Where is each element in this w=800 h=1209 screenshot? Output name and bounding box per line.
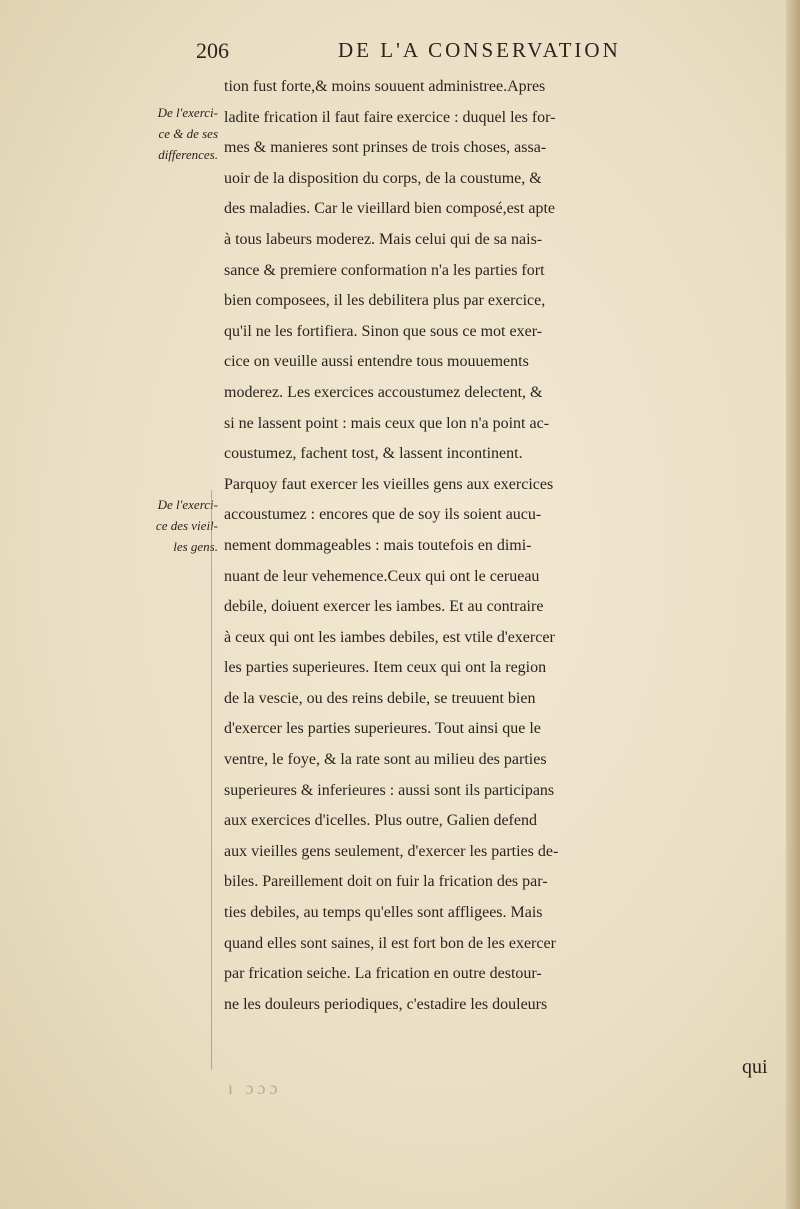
text-line: moderez. Les exercices accoustumez delectent, & <box>224 383 543 401</box>
text-line: coustumez, fachent tost, & lassent incontinent. <box>224 445 523 463</box>
text-line: bien composees, il les debilitera plus par exercice, <box>224 292 546 310</box>
text-line: nuant de leur vehemence.Ceux qui ont le cerueau <box>224 567 540 585</box>
text-line: si ne lassent point : mais ceux que lon n'a point ac- <box>224 414 550 432</box>
text-line: ties debiles, au temps qu'elles sont affligees. Mais <box>224 904 543 922</box>
text-line: biles. Pareillement doit on fuir la frication des par- <box>224 873 548 891</box>
margin-note-line: differences. <box>158 147 218 162</box>
margin-note-line: De l'exerci- <box>157 497 218 512</box>
margin-note-exercise <box>100 102 218 165</box>
margin-note-old-people <box>100 494 218 557</box>
margin-note-line: De l'exerci- <box>157 105 218 120</box>
running-head: DE L'A CONSERVATION <box>338 38 621 62</box>
text-line: superieures & inferieures : aussi sont ils participans <box>224 781 555 799</box>
text-line: nement dommageables : mais toutefois en dimi- <box>224 536 532 554</box>
text-line: ne les douleurs periodiques, c'estadire les douleurs <box>224 995 548 1013</box>
text-line: des maladies. Car le vieillard bien composé,est apte <box>224 200 555 218</box>
margin-note-line: ce & de ses <box>158 126 218 141</box>
folio-number: 206 <box>196 38 229 63</box>
text-line: à tous labeurs moderez. Mais celui qui de sa nais- <box>224 230 543 248</box>
text-line: par frication seiche. La frication en outre destour- <box>224 965 542 983</box>
text-line: Parquoy faut exercer les vieilles gens aux exercices <box>224 475 554 493</box>
text-line: qu'il ne les fortifiera. Sinon que sous ce mot exer- <box>224 322 543 340</box>
text-line: mes & manieres sont prinses de trois choses, assa- <box>224 139 547 157</box>
text-line: aux vieilles gens seulement, d'exercer les parties de- <box>224 842 559 860</box>
text-line: quand elles sont saines, il est fort bon de les exercer <box>224 934 556 952</box>
text-line: tion fust forte,& moins souuent administree.Apres <box>224 78 546 95</box>
text-line: debile, doiuent exercer les iambes. Et au contraire <box>224 598 544 616</box>
text-line: ladite frication il faut faire exercice : duquel les for- <box>224 108 556 126</box>
text-line: sance & premiere conformation n'a les parties fort <box>224 261 545 279</box>
text-line: accoustumez : encores que de soy ils soient aucu- <box>224 506 542 524</box>
text-line: ventre, le foye, & la rate sont au milieu des parties <box>224 751 547 769</box>
page-header <box>196 38 716 68</box>
margin-note-line: les gens. <box>173 539 218 554</box>
text-line: les parties superieures. Item ceux qui ont la region <box>224 659 547 677</box>
text-line: de la vescie, ou des reins debile, se treuuent bien <box>224 689 536 707</box>
text-line: aux exercices d'icelles. Plus outre, Galien defend <box>224 812 537 830</box>
margin-note-line: ce des vieil- <box>155 518 218 533</box>
text-line: cice on veuille aussi entendre tous mouuements <box>224 353 529 371</box>
margin-bracket <box>211 490 220 1070</box>
catchword: qui <box>742 1056 768 1078</box>
bleed-through-text: ı ɔɔɔ <box>228 1078 282 1098</box>
text-line: à ceux qui ont les iambes debiles, est vtile d'exercer <box>224 628 555 646</box>
body-text <box>224 72 794 1020</box>
text-line: d'exercer les parties superieures. Tout ainsi que le <box>224 720 541 738</box>
text-line: uoir de la disposition du corps, de la coustume, & <box>224 169 542 187</box>
